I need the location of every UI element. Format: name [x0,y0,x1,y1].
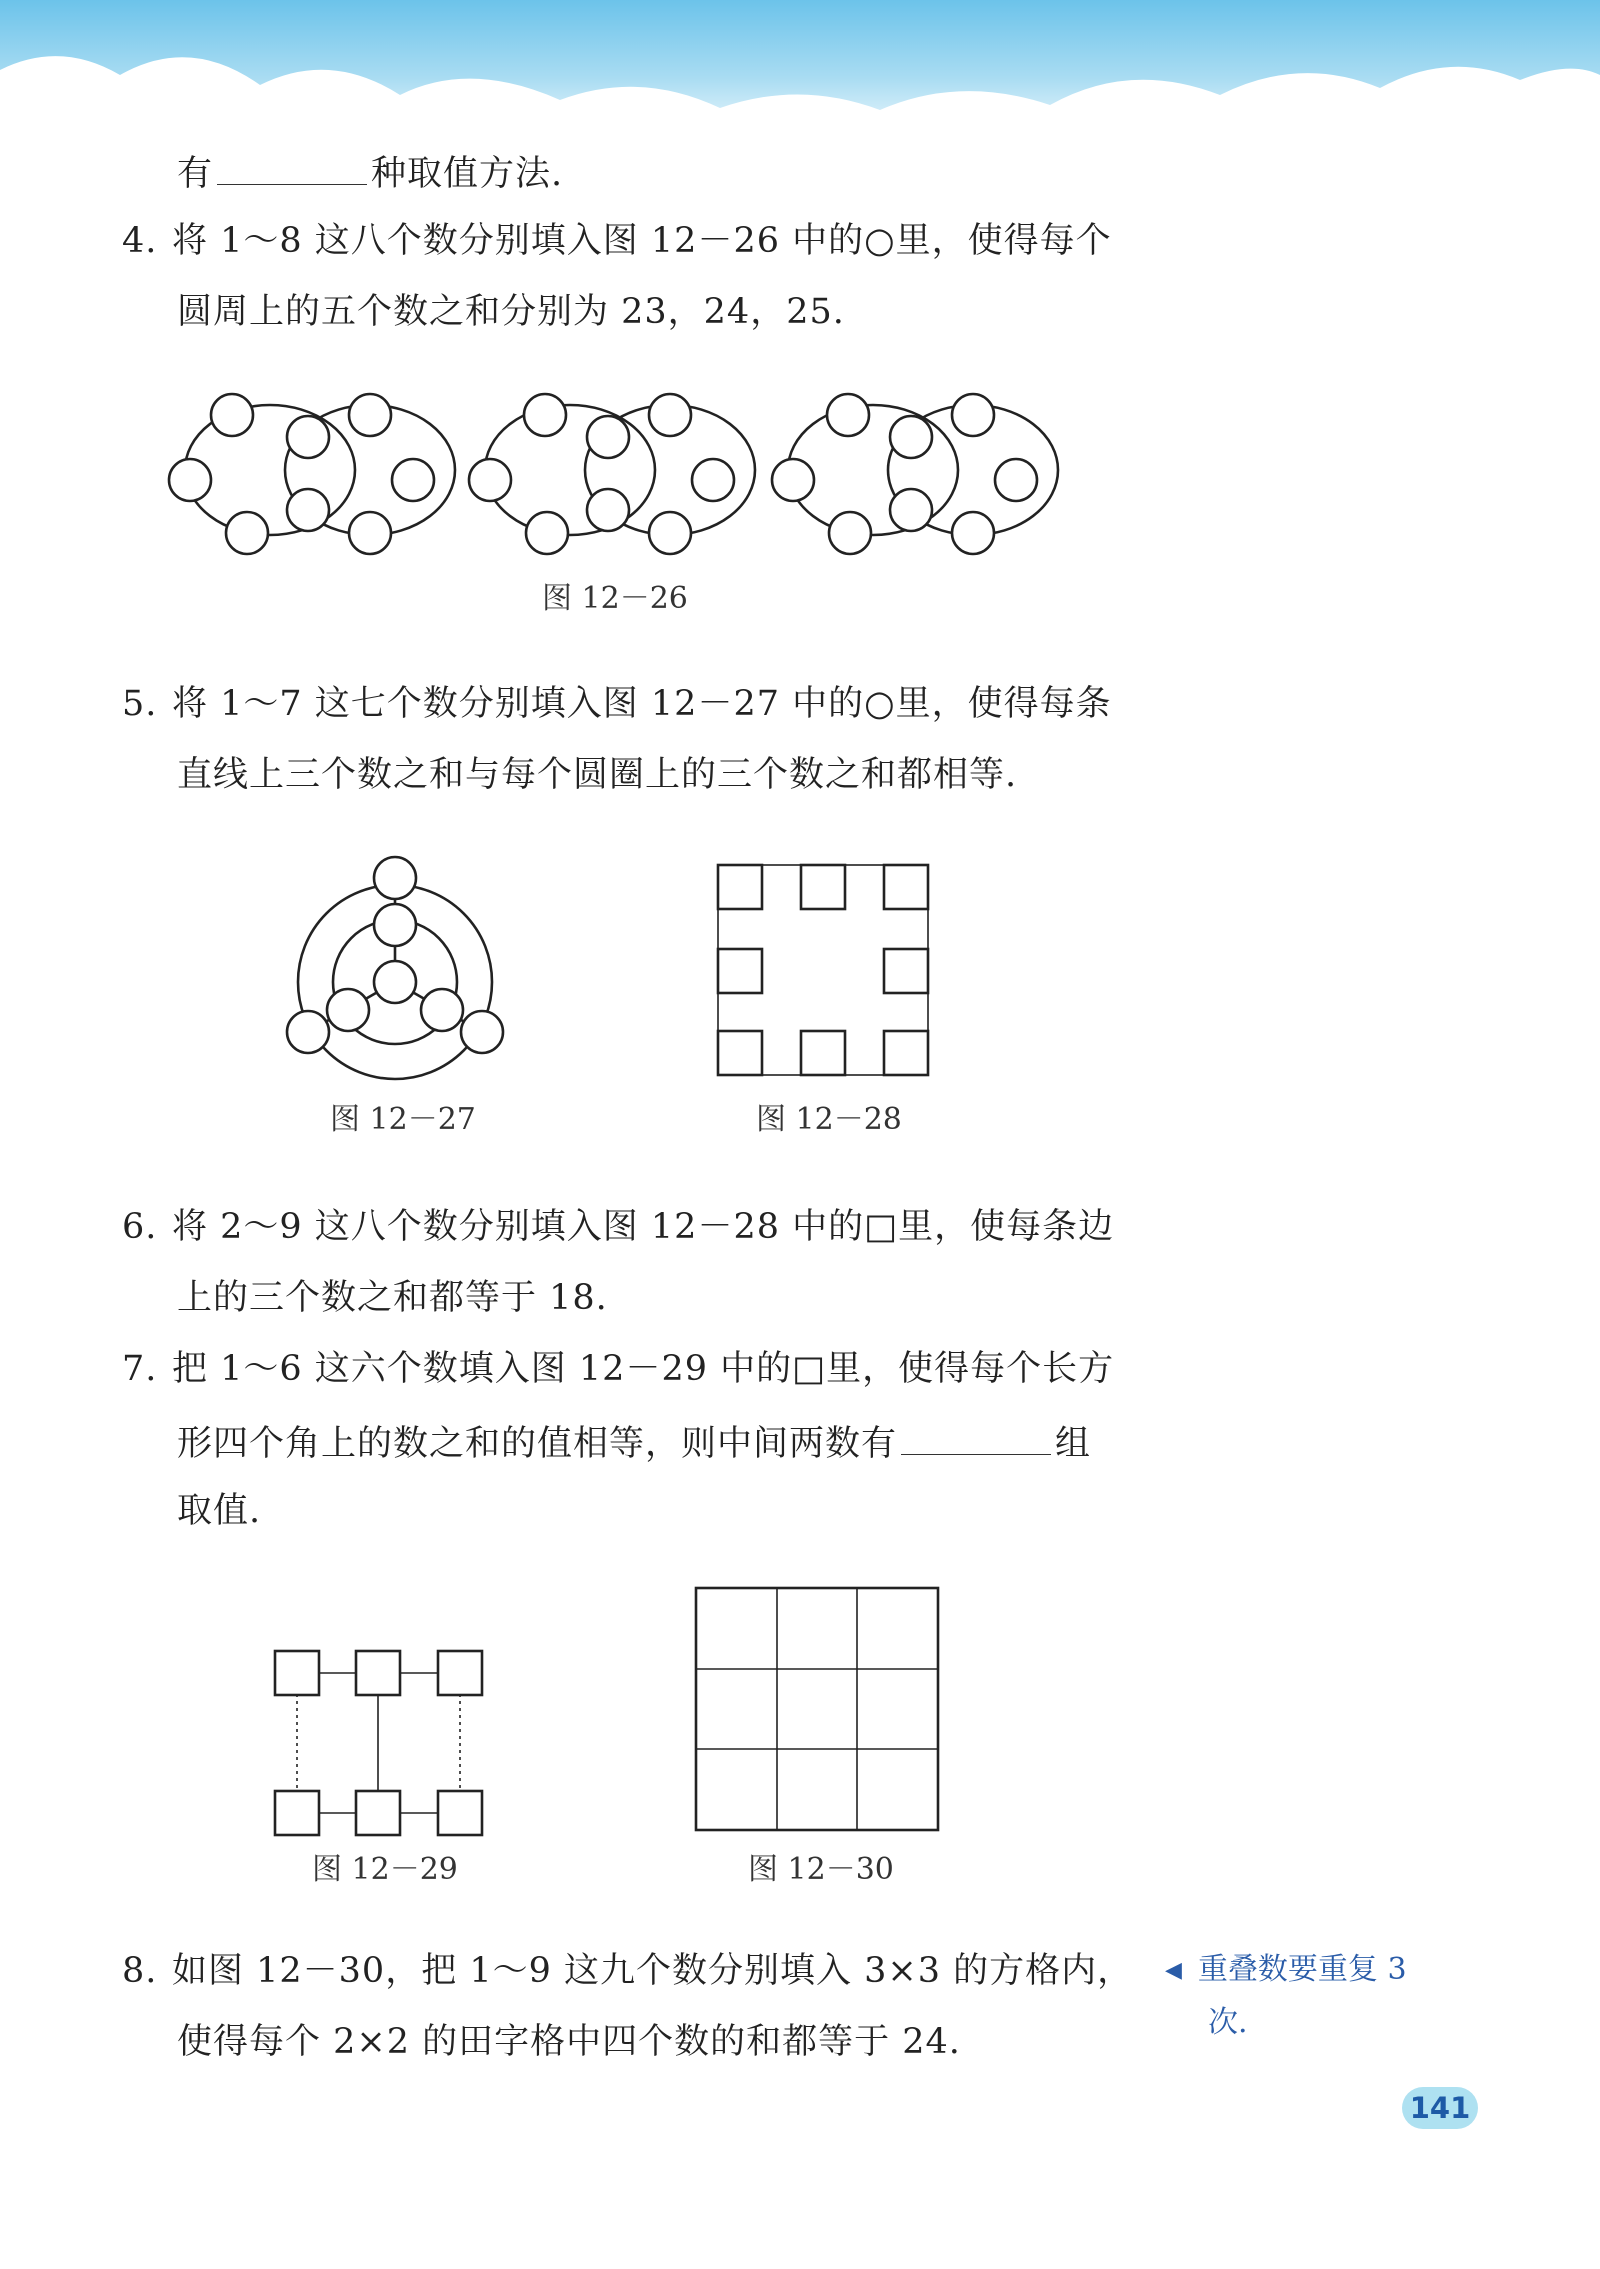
fig-12-30-caption: 图 12－30 [748,1852,894,1887]
page-number-badge: 141 [1402,2087,1478,2129]
side-note [1165,1948,1407,2045]
q7-line3: 取值. [177,1491,262,1531]
q3-tail-suffix: 种取值方法. [371,154,564,194]
q7-text-line2-prefix: 形四个角上的数之和的值相等，则中间两数有 [177,1424,898,1464]
q5-text-line1: 将 1～7 这七个数分别填入图 12－27 中的○里，使得每条 [172,684,1112,724]
q3-tail-prefix: 有 [177,154,214,194]
q4-number: 4. [122,221,158,261]
q8-line2: 使得每个 2×2 的田字格中四个数的和都等于 24. [177,2022,961,2062]
q4-line1 [122,221,1112,261]
q4-line2: 圆周上的五个数之和分别为 23，24，25. [177,292,845,332]
q5-number: 5. [122,684,158,724]
figure-12-26 [170,385,1060,565]
q7-line1 [122,1349,1114,1389]
q3-tail-line [177,150,563,194]
q5-line2: 直线上三个数之和与每个圆圈上的三个数之和都相等. [177,755,1018,795]
side-note-line1: ◀ 重叠数要重复 3 [1165,1948,1407,1993]
side-note-line2: 次. [1208,2005,1248,2040]
fig-12-27-caption: 图 12－27 [330,1102,476,1137]
q7-text-line2-suffix: 组 [1055,1424,1092,1464]
q3-answer-blank[interactable] [217,150,367,185]
fig-12-26-pattern-3 [772,394,1058,554]
q6-text-line1: 将 2～9 这八个数分别填入图 12－28 中的□里，使每条边 [172,1207,1115,1247]
fig-12-26-caption: 图 12－26 [542,581,688,616]
q5-line1 [122,684,1112,724]
q8-text-line1: 如图 12－30，把 1～9 这九个数分别填入 3×3 的方格内， [172,1951,1134,1991]
q7-number: 7. [122,1349,158,1389]
header-cloud-banner [0,0,1600,130]
q4-text-line1: 将 1～8 这八个数分别填入图 12－26 中的○里，使得每个 [172,221,1112,261]
q6-line1 [122,1207,1114,1247]
q6-number: 6. [122,1207,158,1247]
q7-line2 [177,1420,1091,1464]
figure-12-30 [692,1584,942,1834]
q8-line1 [122,1951,1133,1991]
q7-answer-blank[interactable] [901,1420,1051,1455]
figure-12-27 [280,850,510,1080]
fig-12-29-caption: 图 12－29 [312,1852,458,1887]
figure-12-28 [715,860,935,1080]
fig-12-28-caption: 图 12－28 [756,1102,902,1137]
q7-text-line1: 把 1～6 这六个数填入图 12－29 中的□里，使得每个长方 [172,1349,1115,1389]
fig-12-26-pattern-2 [469,394,755,554]
figure-12-29 [272,1648,492,1838]
fig-12-26-pattern-1 [169,394,455,554]
q8-number: 8. [122,1951,158,1991]
arrow-left-icon: ◀ [1165,1958,1182,1983]
q6-line2: 上的三个数之和都等于 18. [177,1278,608,1318]
